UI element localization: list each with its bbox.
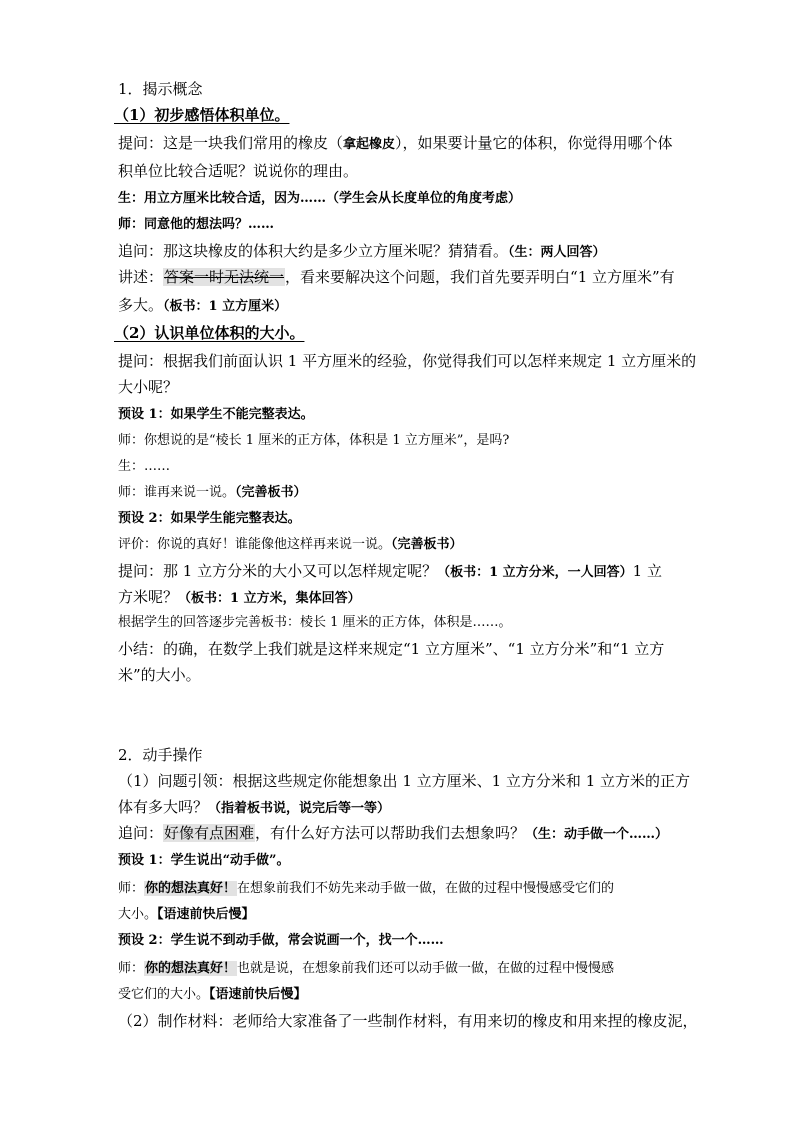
- subheading-1: （1）初步感悟体积单位。: [114, 106, 290, 124]
- teacher-line-2: 师：你想说的是“棱长 1 厘米的正方体，体积是 1 立方厘米”，是吗?: [118, 433, 510, 448]
- paragraph-followup-2: 追问：好像有点困难，有什么好方法可以帮助我们去想象吗？（生：动手做一个……）: [118, 824, 669, 842]
- teacher-line-5-cont: 受它们的大小。【语速前快后慢】: [118, 987, 307, 1002]
- paragraph-lead-question: （1）问题引领：根据这些规定你能想象出 1 立方厘米、1 立方分米和 1 立方米的正方: [118, 772, 691, 790]
- preset-1: 预设 1：如果学生不能完整表达。: [118, 407, 314, 422]
- board-note: 根据学生的回答逐步完善板书：棱长 1 厘米的正方体，体积是……。: [118, 615, 512, 630]
- paragraph-lead-question-cont: 体有多大吗？（指着板书说，说完后等一等）: [118, 798, 391, 816]
- paragraph-question-1-cont: 积单位比较合适呢？说说你的理由。: [118, 162, 359, 180]
- paragraph-narration-cont: 多大。（板书：1 立方厘米）: [118, 296, 288, 314]
- preset-1-section2: 预设 1：学生说出“动手做”。: [118, 853, 290, 868]
- section-heading-2: 2．动手操作: [118, 746, 203, 764]
- preset-2-section2: 预设 2：学生说不到动手做，常会说画一个，找一个……: [118, 933, 444, 948]
- paragraph-question-1: 提问：这是一块我们常用的橡皮（拿起橡皮），如果要计量它的体积，你觉得用哪个体: [118, 134, 673, 152]
- teacher-line-3: 师：谁再来说一说。（完善板书）: [118, 485, 307, 500]
- paragraph-followup: 追问：那这块橡皮的体积大约是多少立方厘米呢？猜猜看。（生：两人回答）: [118, 242, 606, 260]
- paragraph-question-3: 提问：那 1 立方分米的大小又可以怎样规定呢？（板书：1 立方分米，一人回答）1 立: [118, 562, 662, 580]
- teacher-line-4-cont: 大小。【语速前快后慢】: [118, 907, 255, 922]
- highlight-praise-2: 你的想法真好！: [145, 961, 237, 976]
- paragraph-question-2-cont: 大小呢？: [118, 378, 179, 396]
- section-heading-1: 1．揭示概念: [118, 80, 203, 98]
- highlight-praise-1: 你的想法真好！: [145, 881, 237, 896]
- materials-line: （2）制作材料：老师给大家准备了一些制作材料，有用来切的橡皮和用来捏的橡皮泥，: [118, 1012, 698, 1030]
- student-answer-1: 生：用立方厘米比较合适，因为……（学生会从长度单位的角度考虑）: [118, 191, 522, 206]
- evaluation-line: 评价：你说的真好！谁能像他这样再来说一说。（完善板书）: [118, 537, 463, 552]
- subheading-2: （2）认识单位体积的大小。: [114, 324, 305, 342]
- paragraph-question-3-cont: 方米呢？（板书：1 立方米，集体回答）: [118, 588, 361, 606]
- teacher-line-4: 师：你的想法真好！在想象前我们不妨先来动手做一做，在做的过程中慢慢感受它们的: [118, 881, 615, 896]
- paragraph-narration: 讲述：答案一时无法统一，看来要解决这个问题，我们首先要弄明白“1 立方厘米”有: [118, 268, 675, 286]
- summary-line: 小结：的确，在数学上我们就是这样来规定“1 立方厘米”、“1 立方分米”和“1 立方: [118, 640, 665, 658]
- highlight-answer: 答案一时无法统一: [164, 268, 285, 286]
- teacher-line-5: 师：你的想法真好！也就是说，在想象前我们还可以动手做一做，在做的过程中慢慢感: [118, 961, 615, 976]
- preset-2: 预设 2：如果学生能完整表达。: [118, 511, 301, 526]
- paragraph-question-2: 提问：根据我们前面认识 1 平方厘米的经验，你觉得我们可以怎样来规定 1 立方厘米的: [118, 352, 697, 370]
- student-line-2: 生：……: [118, 459, 171, 474]
- highlight-difficulty: 好像有点困难: [164, 824, 255, 842]
- summary-line-cont: 米”的大小。: [118, 666, 201, 684]
- teacher-line-1: 师：同意他的想法吗？……: [118, 217, 275, 232]
